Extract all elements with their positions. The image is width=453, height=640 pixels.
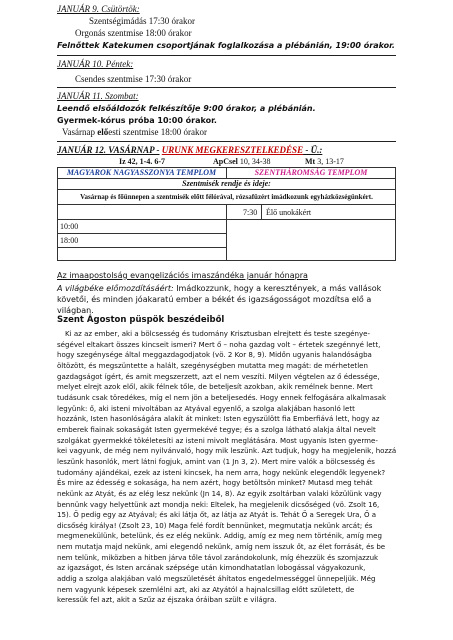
sermon-title: Szent Ágoston püspök beszédeiből	[57, 315, 225, 325]
sermon-line: Ki az az ember, aki a bölcsesség és tudomány Krisztusban elrejtett és teste szegénye-	[65, 329, 371, 338]
sermon-line: gazdagságot ígért, és amit megszerzett, azt el nem veszíti. Milyen végtelen az ő édessége,	[57, 371, 380, 381]
divider	[57, 87, 396, 88]
sermon-line: keressük fel azt, akit a Szűz az éjszaka óráiban szült e világra.	[57, 595, 277, 605]
event-note-bold: Gyermek-kórus próba 10:00 órakor.	[57, 116, 217, 125]
sermon-body	[57, 329, 397, 606]
sermon-line: nem vagyunk képesek szemlélni azt, aki az Atyától a hajnalcsillag előtt született, de	[57, 584, 355, 594]
sermon-line: nekünk az Atyát, és az elég lesz nekünk (Jn 14, 8). Az egyik zsoltárban valaki közülünk vagy	[57, 488, 382, 498]
day-heading-jan11: JANUÁR 11. Szombat:	[57, 91, 139, 101]
schedule-note: Vasárnap és főünnepen a szentmisék előtt félórával, rózsafüzért imádkozunk egyházközségünkért.	[80, 193, 373, 201]
first-reading: Iz 42, 1-4. 6-7	[119, 157, 165, 166]
event-line: Csendes szentmise 17:30 órakor	[75, 74, 192, 84]
sermon-line: addig a szolga alakjában való megszületését áhítatos engedelmességgel ünnepeljük. Még	[57, 574, 376, 584]
event-line: Orgonás szentmise 18:00 órakor	[75, 28, 192, 38]
sermon-line: öltözött, és megszüntette a halált, szegénységben mutatta meg magát: de mérhetetlen	[57, 360, 368, 370]
sermon-line: nem telünk, miközben a hitben járva tőle távol zarándokolunk, míg éhezzük és szomjazzuk	[57, 552, 379, 562]
day-heading-jan10: JANUÁR 10. Péntek:	[57, 59, 134, 69]
church-left: MAGYAROK NAGYASSZONYA TEMPLOM	[66, 168, 217, 177]
sermon-line: megmenekülünk, betelünk, és ez elég nekünk. Addig, amíg ez meg nem történik, amíg meg	[57, 531, 382, 541]
prayer-text: A világbéke előmozdításáért: Imádkozzunk, hogy a keresztények, a más vallások követői, és minden jóakaratú ember a békét és igazságosságot mozdítsa elő a világban.	[57, 284, 382, 315]
sermon-line: leszünk hasonlók, mert látni fogjuk, amint van (1 Jn 3, 2). Mert mire valók a bölcsesség és	[57, 456, 375, 466]
mass-intention: Élő unokákért	[266, 208, 312, 217]
mass-schedule-table	[57, 167, 396, 261]
sermon-line: tudomány ajándékai, ezek az isteni kincsek, ha nem arra, hogy nekünk elegendők legyenek?	[57, 467, 386, 477]
readings-line	[62, 157, 396, 167]
sermon-line: És mire az édesség e sokasága, ha nem azért, hogy betöltsön minket? Mutasd meg tehát	[57, 478, 373, 488]
church-right: SZENTHÁROMSÁG TEMPLOM	[254, 168, 368, 177]
divider	[57, 55, 396, 56]
sermon-line: emberek fiainak sokaságát Isten gyermekévé tegye; és a szolga látható alakja által nevelt	[57, 424, 376, 434]
second-reading: ApCsel 10, 34-38	[213, 157, 271, 166]
schedule-title: Szentmisék rendje és ideje:	[182, 179, 271, 188]
sermon-line: kei vagyunk, de még nem nyilvánvaló, hogy mik leszünk. Azt tudjuk, hogy ha megjelenik, hozzá	[57, 446, 397, 456]
event-note-bold: Leendő elsőáldozók felkészítője 9:00 órakor, a plébánián.	[57, 104, 316, 113]
prayer-title: Az imaapostolság evangelizációs imaszándéka január hónapra	[57, 271, 308, 280]
sermon-line: legyünk: ő, aki isteni mivoltában az Atyával egyenlő, a szolga alakjában hasonló lett	[57, 403, 355, 413]
sermon-line: ségével eltakart összes kincseit ismeri? Mert ő – noha gazdag volt – értetek szegénnyé lett,	[57, 339, 381, 349]
sermon-line: az igazságot, és Isten arcának szépsége után kimondhatatlan lobogással vágyakozunk,	[57, 563, 366, 573]
day-heading-jan9: JANUÁR 9. Csütörtök:	[57, 4, 140, 14]
sermon-line: szolgákat gyermekké tökéletesíti az isteni mivolt meglátására. Most ugyanis Isten gyerme-	[57, 435, 378, 445]
gospel-reading: Mt 3, 13-17	[305, 157, 344, 166]
sermon-line: nem mutatja majd nekünk, ami elegendő nekünk, amíg nem isszuk őt, az élet forrását, és be	[57, 542, 386, 552]
event-line: Szentségimádás 17:30 órakor	[89, 16, 195, 26]
sermon-line: 15). Ő pedig egy az Atyával; és aki látja őt, az látja az Atyát is. Tehát Ő a Seregek Ura, Ő a	[57, 510, 377, 520]
mass-time: 7:30	[243, 208, 258, 217]
sunday-heading: JANUÁR 12. VASÁRNAP - URUNK MEGKERESZTELKEDÉSE - Ü.:	[57, 145, 323, 155]
sermon-line: hogy szegénysége által meggazdagodjatok (vö. 2 Kor 8, 9). Midőn ugyanis halandóságba	[57, 350, 372, 360]
divider	[57, 141, 396, 142]
sermon-line: tudásunk csak töredékes, míg el nem jön a beteljesedés. Hogy ennek felfogására alkalmasak	[57, 392, 387, 402]
vigil-mass-line: Vasárnap előesti szentmise 18:00 órakor	[62, 127, 207, 137]
mass-time: 10:00	[60, 222, 79, 231]
sermon-line: bennünk vagy helyettünk azt mondja neki: Eltelek, ha megjelenik dicsőséged (vö. Zsolt 16,	[57, 499, 380, 509]
sermon-line: dicsőség királya! (Zsolt 23, 10) Maga felé fordít bennünket, megmutatja nekünk arcát; és	[57, 520, 373, 530]
sermon-line: melyet elrejt azok elől, akik félnek tőle, de beteljesít azokban, akik remélnek benne. Mert	[57, 382, 373, 392]
mass-time: 18:00	[60, 236, 79, 245]
sermon-line: hozzánk, Isten hasonlóságára alakít át minket: Isten egyszülött fia Emberfiává lett, hogy az	[57, 414, 380, 424]
event-note-bold: Felnőttek Katekumen csoportjának foglalkozása a plébánián, 19:00 órakor.	[57, 41, 395, 50]
